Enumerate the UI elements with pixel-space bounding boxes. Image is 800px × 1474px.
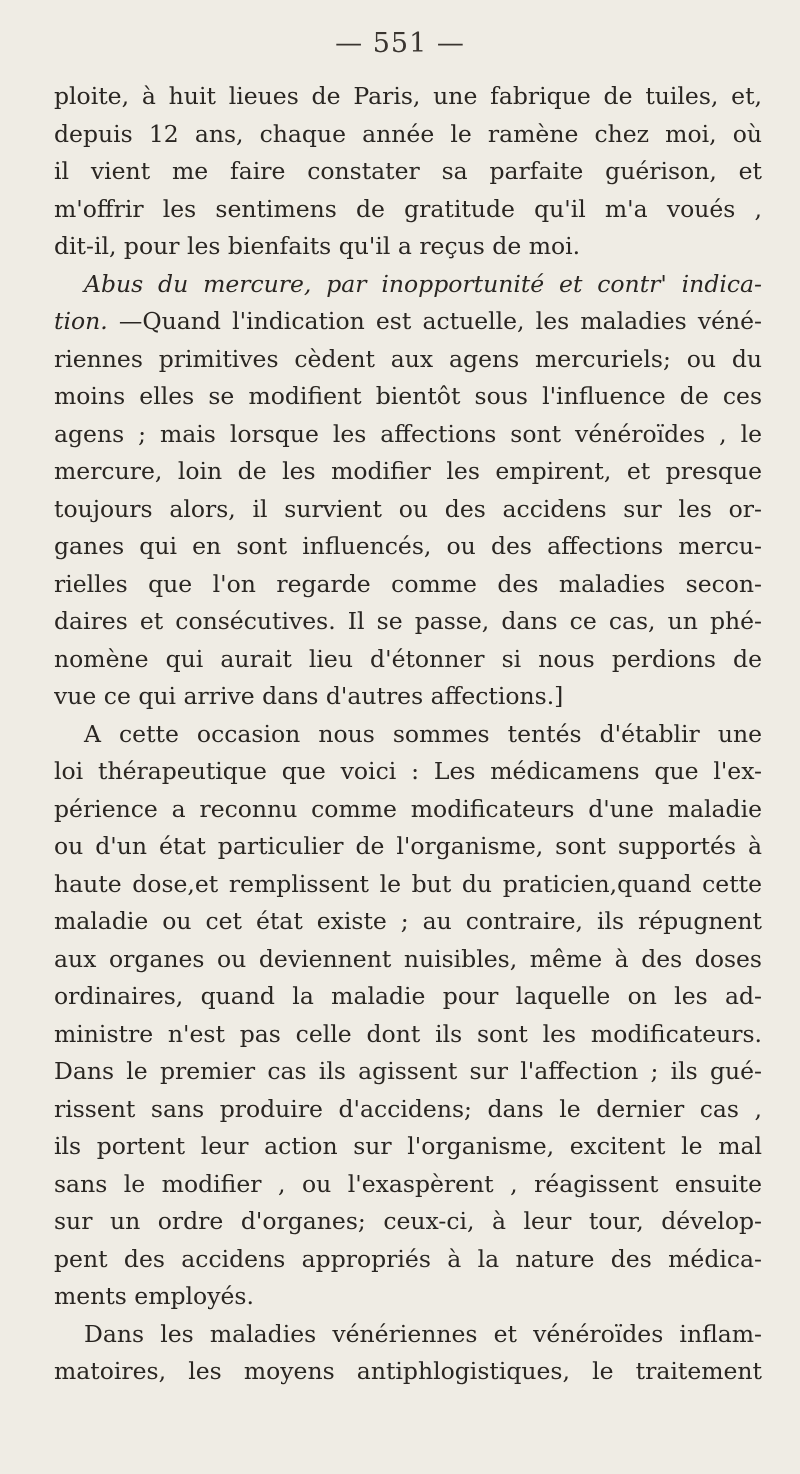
section-heading: Abus du mercure, par inopportunité et contr' indica- — [84, 269, 762, 298]
text-line: rielles que l'on regarde comme des maladies secon- — [54, 569, 762, 598]
paragraph-1 — [54, 78, 762, 266]
text-line — [54, 303, 762, 341]
text-line: loi thérapeutique que voici : Les médicamens que l'ex- — [54, 757, 762, 785]
page-number: — 551 — — [335, 28, 465, 59]
text-line: ils portent leur action sur l'organisme, excitent le mal — [54, 1132, 762, 1160]
text-line: périence a reconnu comme modificateurs d'une maladie — [54, 794, 762, 823]
text-line: agens ; mais lorsque les affections sont vénéroïdes , le — [54, 419, 762, 448]
body-text — [54, 78, 762, 1391]
text-line: sans le modifier , ou l'exaspèrent , réagissent ensuite — [54, 1169, 762, 1198]
text-line: toujours alors, il survient ou des accidens sur les or- — [54, 494, 762, 523]
text-line: m'offrir les sentimens de gratitude qu'il m'a voués , — [54, 194, 762, 223]
text-line: rissent sans produire d'accidens; dans le dernier cas , — [54, 1094, 762, 1123]
text-line: ordinaires, quand la maladie pour laquelle on les ad- — [54, 982, 762, 1010]
text-line: maladie ou cet état existe ; au contraire, ils répugnent — [54, 907, 762, 935]
text-line: A cette occasion nous sommes tentés d'établir une — [84, 719, 762, 748]
paragraph-3 — [54, 716, 762, 1316]
paragraph-4 — [54, 1316, 762, 1391]
text-line: depuis 12 ans, chaque année le ramène chez moi, où — [54, 119, 762, 148]
paragraph-2 — [54, 266, 762, 716]
section-heading-end: tion. — [54, 307, 108, 335]
text-line: Dans le premier cas ils agissent sur l'affection ; ils gué- — [54, 1057, 762, 1085]
text-line: nomène qui aurait lieu d'étonner si nous perdions de — [54, 644, 762, 673]
text-line: pent des accidens appropriés à la nature des médica- — [54, 1244, 762, 1273]
text-line: daires et consécutives. Il se passe, dans ce cas, un phé- — [54, 607, 762, 635]
text-line: matoires, les moyens antiphlogistiques, le traitement — [54, 1357, 762, 1385]
text-line: haute dose,et remplissent le but du praticien,quand cette — [54, 869, 762, 898]
text-line: moins elles se modifient bientôt sous l'influence de ces — [54, 382, 762, 410]
text-line: riennes primitives cèdent aux agens mercuriels; ou du — [54, 344, 762, 373]
text-line: ganes qui en sont influencés, ou des affections mercu- — [54, 532, 762, 560]
text-line: Dans les maladies vénériennes et vénéroïdes inflam- — [84, 1319, 762, 1348]
text-line: il vient me faire constater sa parfaite guérison, et — [54, 157, 762, 185]
text-line: mercure, loin de les modifier les empirent, et presque — [54, 457, 762, 485]
text-line: ploite, à huit lieues de Paris, une fabrique de tuiles, et, — [54, 82, 762, 110]
text-line: ments employés. — [54, 1282, 254, 1310]
text-line: vue ce qui arrive dans d'autres affections.] — [54, 682, 564, 710]
text-line: ou d'un état particulier de l'organisme, sont supportés à — [54, 832, 762, 860]
text-line: sur un ordre d'organes; ceux-ci, à leur tour, dévelop- — [54, 1207, 762, 1235]
text-line: ministre n'est pas celle dont ils sont les modificateurs. — [54, 1019, 762, 1048]
text-run: —Quand l'indication est actuelle, les maladies véné- — [107, 307, 762, 335]
text-line: aux organes ou deviennent nuisibles, même à des doses — [54, 944, 762, 973]
text-line: dit-il, pour les bienfaits qu'il a reçus de moi. — [54, 232, 581, 260]
